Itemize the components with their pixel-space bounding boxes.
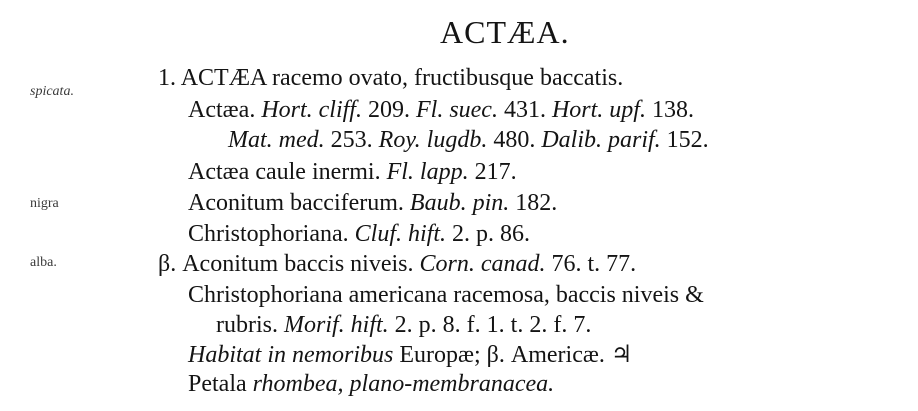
entry-line-9: [216, 311, 591, 339]
margin-note-alba: alba.: [30, 255, 57, 270]
synonym-name: Christophoriana.: [188, 221, 349, 247]
citation: Hort. upf.: [551, 97, 646, 123]
citation: Corn. canad.: [419, 251, 546, 277]
habitat-region: Europæ;: [399, 342, 481, 368]
entry-line-7: [158, 250, 636, 278]
citation-page: 253.: [330, 127, 373, 153]
entry-line-1: [158, 64, 623, 92]
entry-number: 1.: [158, 65, 176, 91]
entry-line-11: [188, 370, 554, 398]
entry-line-3: [228, 126, 709, 154]
margin-note-nigra: nigra: [30, 196, 59, 211]
citation: Hort. cliff.: [261, 97, 362, 123]
entry-heading: ACTÆA racemo ovato, fructibusque baccatis.: [180, 65, 624, 91]
synonym-name: Christophoriana americana racemosa, baccis niveis &: [188, 282, 704, 308]
habitat-region: Americæ.: [510, 342, 605, 368]
variety-symbol: β.: [486, 342, 505, 368]
citation-page: 431.: [503, 97, 546, 123]
habitat-label: Habitat in nemoribus: [188, 342, 394, 368]
description-term: Petala: [188, 371, 247, 397]
citation-page: 76. t. 77.: [551, 251, 637, 277]
page-title: ACTÆA.: [440, 14, 570, 50]
citation: Cluf. hift.: [354, 221, 446, 247]
citation: Fl. lapp.: [386, 159, 469, 185]
perennial-symbol: ♃: [610, 342, 633, 368]
description-text: rhombea, plano-membranacea.: [252, 371, 555, 397]
variety-symbol: β.: [158, 251, 177, 277]
citation: Baub. pin.: [409, 190, 510, 216]
citation-page: 2. p. 86.: [452, 221, 530, 247]
synonym-name: Actæa caule inermi.: [188, 159, 381, 185]
citation-page: 480.: [493, 127, 536, 153]
citation-page: 209.: [367, 97, 410, 123]
synonym-name: Aconitum baccis niveis.: [182, 251, 414, 277]
citation-page: 182.: [515, 190, 558, 216]
citation-page: 152.: [666, 127, 709, 153]
synonym-name: Actæa.: [188, 97, 256, 123]
entry-line-6: [188, 220, 530, 248]
citation: Fl. suec.: [415, 97, 498, 123]
entry-line-5: [188, 189, 557, 217]
citation-page: 138.: [651, 97, 694, 123]
synonym-name: Aconitum bacciferum.: [188, 190, 404, 216]
entry-line-10: [188, 341, 632, 369]
citation: Morif. hift.: [284, 312, 389, 338]
citation-page: 2. p. 8. f. 1. t. 2. f. 7.: [394, 312, 592, 338]
citation: Dalib. parif.: [541, 127, 661, 153]
citation: Mat. med.: [228, 127, 325, 153]
citation: Roy. lugdb.: [378, 127, 488, 153]
margin-note-spicata: spicata.: [30, 84, 74, 99]
entry-line-8: [188, 281, 704, 309]
synonym-name: rubris.: [216, 312, 278, 338]
citation-page: 217.: [474, 159, 517, 185]
entry-line-4: [188, 158, 517, 186]
entry-line-2: [188, 96, 694, 124]
